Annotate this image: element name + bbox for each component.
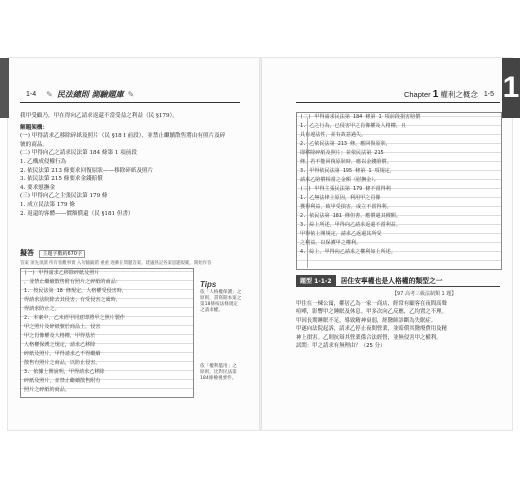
grid-line: 1. 乙無法律上原因，利用甲之肖像 <box>300 195 381 201</box>
book-title: 民法總則 測驗題庫 <box>56 88 124 99</box>
left-page-number: 1-4 <box>26 90 37 98</box>
chapter-heading <box>404 89 478 100</box>
grid-line: 3. 甲得依民法第 195 條第 1 項規定， <box>300 168 395 174</box>
chapter-number: 1 <box>432 88 439 100</box>
question-line: 甲因長期睡眠不足，導致精神衰弱，經醫師診斷為失眠症。 <box>296 317 437 324</box>
grid-line: 獲得利益，致甲受損害，成立不當得利。 <box>300 204 392 210</box>
tips-line: 原則，書寫開本案之 <box>200 296 242 301</box>
answer-heading <box>20 248 85 258</box>
book-gutter <box>259 58 262 430</box>
analysis-line: 1. 乙構成侵權行為 <box>20 158 67 165</box>
grid-line: 1. 乙之行為，已侵害甲之肖像權及人格權，且 <box>300 123 406 129</box>
analysis-line: (三) 甲得向乙之主張民法第 179 條 <box>20 193 108 200</box>
grid-line: 4. 綜上，甲得向乙請求之權利如上所述。 <box>300 249 396 255</box>
grid-line: 照片之碎紙的商品。 <box>24 387 70 393</box>
grid-line: 1. 按民法第 18 條規定，人格權受侵害時， <box>24 288 127 294</box>
tips-line: 依「人格權保護」之 <box>200 290 242 295</box>
analysis-line: 2. 依民法第 213 條要求回復原狀——移除碎紙及照片 <box>20 167 154 174</box>
analysis-heading: 解題架構： <box>20 124 48 131</box>
question-source: 【97 高考三級法制類 1 題】 <box>392 291 457 297</box>
grid-line: 3. 依據上開說明，甲得請求乙移除 <box>24 369 105 375</box>
question-line: 甲遂向法院起訴，請求乙停止夜間營業，並賠償其醫療費用及精 <box>296 326 447 333</box>
grid-line: 碎紙及照片。甲得請求乙不得繼續 <box>24 351 101 357</box>
grid-line: 散售有照片之商品，以防止侵害。 <box>24 360 101 366</box>
intro-text <box>20 112 225 218</box>
chapter-label: Chapter <box>403 89 431 99</box>
question-line: 神上損害。乙則抗辯其營業係合法經營，並無侵害甲之權利。 <box>296 334 442 341</box>
grid-line: (一) 甲得請求乙移除碎紙及照片 <box>24 270 100 276</box>
question-line: 喧嘩，影響甲之睡眠及休息。甲多次向乙反應，乙均置之不理。 <box>296 309 447 316</box>
grid-line: 3. 綜上所述，甲得向乙請求返還不當利益。 <box>300 222 401 228</box>
analysis-line: 號的商品。 <box>20 141 48 148</box>
grid-line: 碎紙及照片，並禁止繼續散售附有 <box>24 378 101 384</box>
grid-line: 之利益，以保護甲之權利。 <box>300 240 362 246</box>
tips-title: Tips <box>200 280 217 289</box>
analysis-line: (二) 甲得向乙之請求民法第 184 條第 1 項前段 <box>20 150 137 157</box>
grid-line: 人格權保護之規定，請求乙移除 <box>24 342 96 348</box>
pen-icon: ✎ <box>127 89 135 99</box>
tips-line: 184條檢視要件。 <box>200 376 237 381</box>
grid-line: 2. 本案中，乙未經甲同意即將甲之照片製作 <box>24 315 125 321</box>
question-body <box>296 300 500 350</box>
chapter-title: 權利之概念 <box>440 89 478 99</box>
grid-line: (三) 甲得主張民法第 179 條不當得利 <box>300 186 391 192</box>
tips-line: 原則，比對民法第 <box>200 370 237 375</box>
answer-label: 擬答 <box>20 249 34 257</box>
grid-line: 即移除碎紙及照片；並依民法第 215 <box>300 150 384 156</box>
grid-line: (二) 甲得請求民法第 184 條第 1 項前段損害賠償 <box>300 114 421 120</box>
answer-grid-left-text <box>24 269 127 395</box>
tips-line: 依「權利濫用」之 <box>200 364 237 369</box>
question-line: 甲住在一棟公寓，鄰居乙為一家一商店，經常有顧客在夜間高聲 <box>296 301 447 307</box>
right-page-number: 1-5 <box>483 90 494 98</box>
grid-line: 得請求法院除去其侵害；有受侵害之虞時， <box>24 297 121 303</box>
grid-line: 請求乙賠償相當之金額（慰撫金）。 <box>300 177 379 183</box>
chapter-tab: 1 <box>502 58 520 118</box>
grid-line: 2. 乙依民法第 213 條，應回復原狀， <box>300 141 391 147</box>
grid-line: 具有違法性，並有故意過失。 <box>300 132 367 138</box>
analysis-line: 3. 依民法第 215 條要求金錢賠償 <box>20 176 103 183</box>
grid-line: ，並禁止繼續散售附有照片之碎紙的商品： <box>24 279 121 285</box>
grid-line: 條，若不能回復原狀時，應以金錢賠償。 <box>300 159 392 165</box>
question-header <box>296 274 500 287</box>
grid-line: 2. 依民法第 181 條但書，應償還其價額。 <box>300 213 401 219</box>
answer-word-count-tag: 主題字數約670字 <box>39 250 85 258</box>
grid-line: 得請求防止之。 <box>24 306 60 312</box>
analysis-line: 4. 要求慰撫金 <box>20 184 56 191</box>
left-edge-tab <box>0 58 9 118</box>
intro-paragraph: 我甲受顧乃，甲在得向乙請求返還不當受益之利益（民 §179）。 <box>20 113 178 119</box>
question-title: 居住安寧權也是人格權的類型之一 <box>340 277 443 285</box>
analysis-line: 2. 返還的客體——價額償還（民 §181 但書） <box>20 210 134 217</box>
grid-column-header: 答案 須先須讀 所有客觀事實 入勿隨隨錯 重重 逐漸在問題答案。建議熟記各案思題規範，開始作答 <box>20 261 212 266</box>
question-line: 試問：甲之請求有無理由？（25 分） <box>296 343 386 350</box>
question-type-tag: 題型 1-1-2 <box>296 275 336 286</box>
answer-grid-right-text <box>300 113 420 257</box>
analysis-line: (一) 甲得請求乙移除碎紙及照片（民 §18 I 前段），並禁止繼續散售將由有照片及碎 <box>20 133 226 140</box>
right-page-header <box>296 86 500 103</box>
grid-line: 甲之肖像權及人格權，甲得基於 <box>24 333 96 339</box>
pencil-icon: ✎ <box>46 89 53 99</box>
analysis-line: 1. 成立民法第 179 條 <box>20 201 75 208</box>
tips-line: 之請求權。 <box>200 308 223 313</box>
tips-box-2 <box>200 364 237 382</box>
grid-line: 甲得依上開規定，請求乙返還其所受 <box>300 231 382 237</box>
tips-line: 第18條按法條規定 <box>200 302 239 307</box>
tips-box-1 <box>200 282 241 314</box>
left-page-header <box>20 86 240 103</box>
grid-line: 甲之照片及碎紙號於商品上，侵害 <box>24 324 101 330</box>
